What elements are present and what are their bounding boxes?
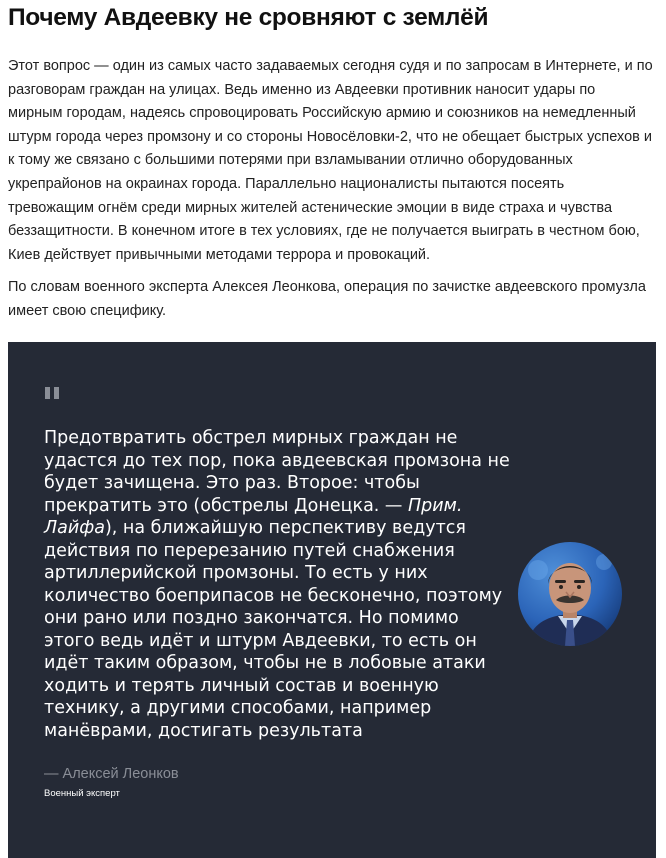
quote-line: будет зачищена. Это раз. Второе: чтобы: [44, 473, 420, 493]
quote-editor-note: Лайфа: [44, 518, 105, 538]
quote-line: [44, 517, 514, 540]
quote-line: ходить и терять личный состав и военную: [44, 675, 439, 696]
quote-line: удастся до тех пор, пока авдеевская промзона не: [44, 450, 510, 471]
paragraph-line: Этот вопрос — один из самых часто задаваемых сегодня судя и по запросам в Интернете, и по: [8, 58, 653, 74]
expert-quote-block: [8, 342, 656, 858]
quote-line: идёт таким образом, чтобы не в лобовые атаки: [44, 653, 486, 673]
paragraph-line: Киев действует привычными методами террора и провокаций.: [8, 246, 431, 263]
article-title: Почему Авдеевку не сровняют с землёй: [8, 4, 489, 31]
quote-line: манёврами, достигать результата: [44, 720, 363, 741]
paragraph-line: По словам военного эксперта Алексея Леонкова, операция по зачистке авдеевского промузла: [8, 279, 646, 295]
paragraph-line: беззащитности. В конечном итоге в тех условиях, где не получается выиграть в честном бою,: [8, 223, 640, 240]
quote-author-name: — Алексей Леонков: [44, 766, 179, 782]
quote-editor-note: Прим.: [408, 495, 463, 516]
quote-line: количество боеприпасов не бесконечно, поэтому: [44, 585, 503, 606]
quote-text: [44, 427, 514, 742]
paragraph-line: имеет свою специфику.: [8, 302, 167, 319]
quote-line-text: прекратить это (обстрелы Донецка. —: [44, 495, 408, 516]
quote-line: технику, а другими способами, например: [44, 698, 432, 718]
paragraph-line: укрепрайонов на окраинах города. Параллельно националисты пытаются посеять: [8, 175, 565, 192]
expert-portrait-image: [518, 542, 622, 646]
quote-line: Предотвратить обстрел мирных граждан не: [44, 428, 458, 448]
quote-line: [44, 495, 514, 518]
paragraph-line: штурм города через промзону и со стороны Новосёловки-2, что не обещает быстрых успехов и: [8, 128, 653, 145]
article-paragraph-expert: [8, 276, 658, 323]
quote-line: этого ведь идёт и штурм Авдеевки, то есть он: [44, 630, 477, 651]
paragraph-line: тревожащим огнём среди мирных жителей астенические эмоции в виде страха и чувства: [8, 199, 613, 216]
paragraph-line: разговорам граждан на улицах. Ведь именно из Авдеевки противник наносит удары по: [8, 81, 596, 98]
quote-line: действия по перерезанию путей снабжения: [44, 540, 455, 561]
quote-author-role: Военный эксперт: [44, 788, 120, 799]
paragraph-line: мирным городам, надеясь спровоцировать Российскую армию и союзников на немедленный: [8, 105, 636, 122]
expert-avatar: [518, 542, 622, 646]
paragraph-line: к тому же связано с большими потерями при взламывании отлично оборудованных: [8, 152, 573, 169]
quote-line: артиллерийской промзоны. То есть у них: [44, 563, 428, 583]
quote-line-text: ), на ближайшую перспективу ведутся: [104, 518, 466, 538]
quote-line: они рано или поздно закончатся. Но помимо: [44, 608, 459, 628]
quote-mark-icon: [43, 384, 63, 404]
article-paragraph-intro: [8, 55, 658, 267]
